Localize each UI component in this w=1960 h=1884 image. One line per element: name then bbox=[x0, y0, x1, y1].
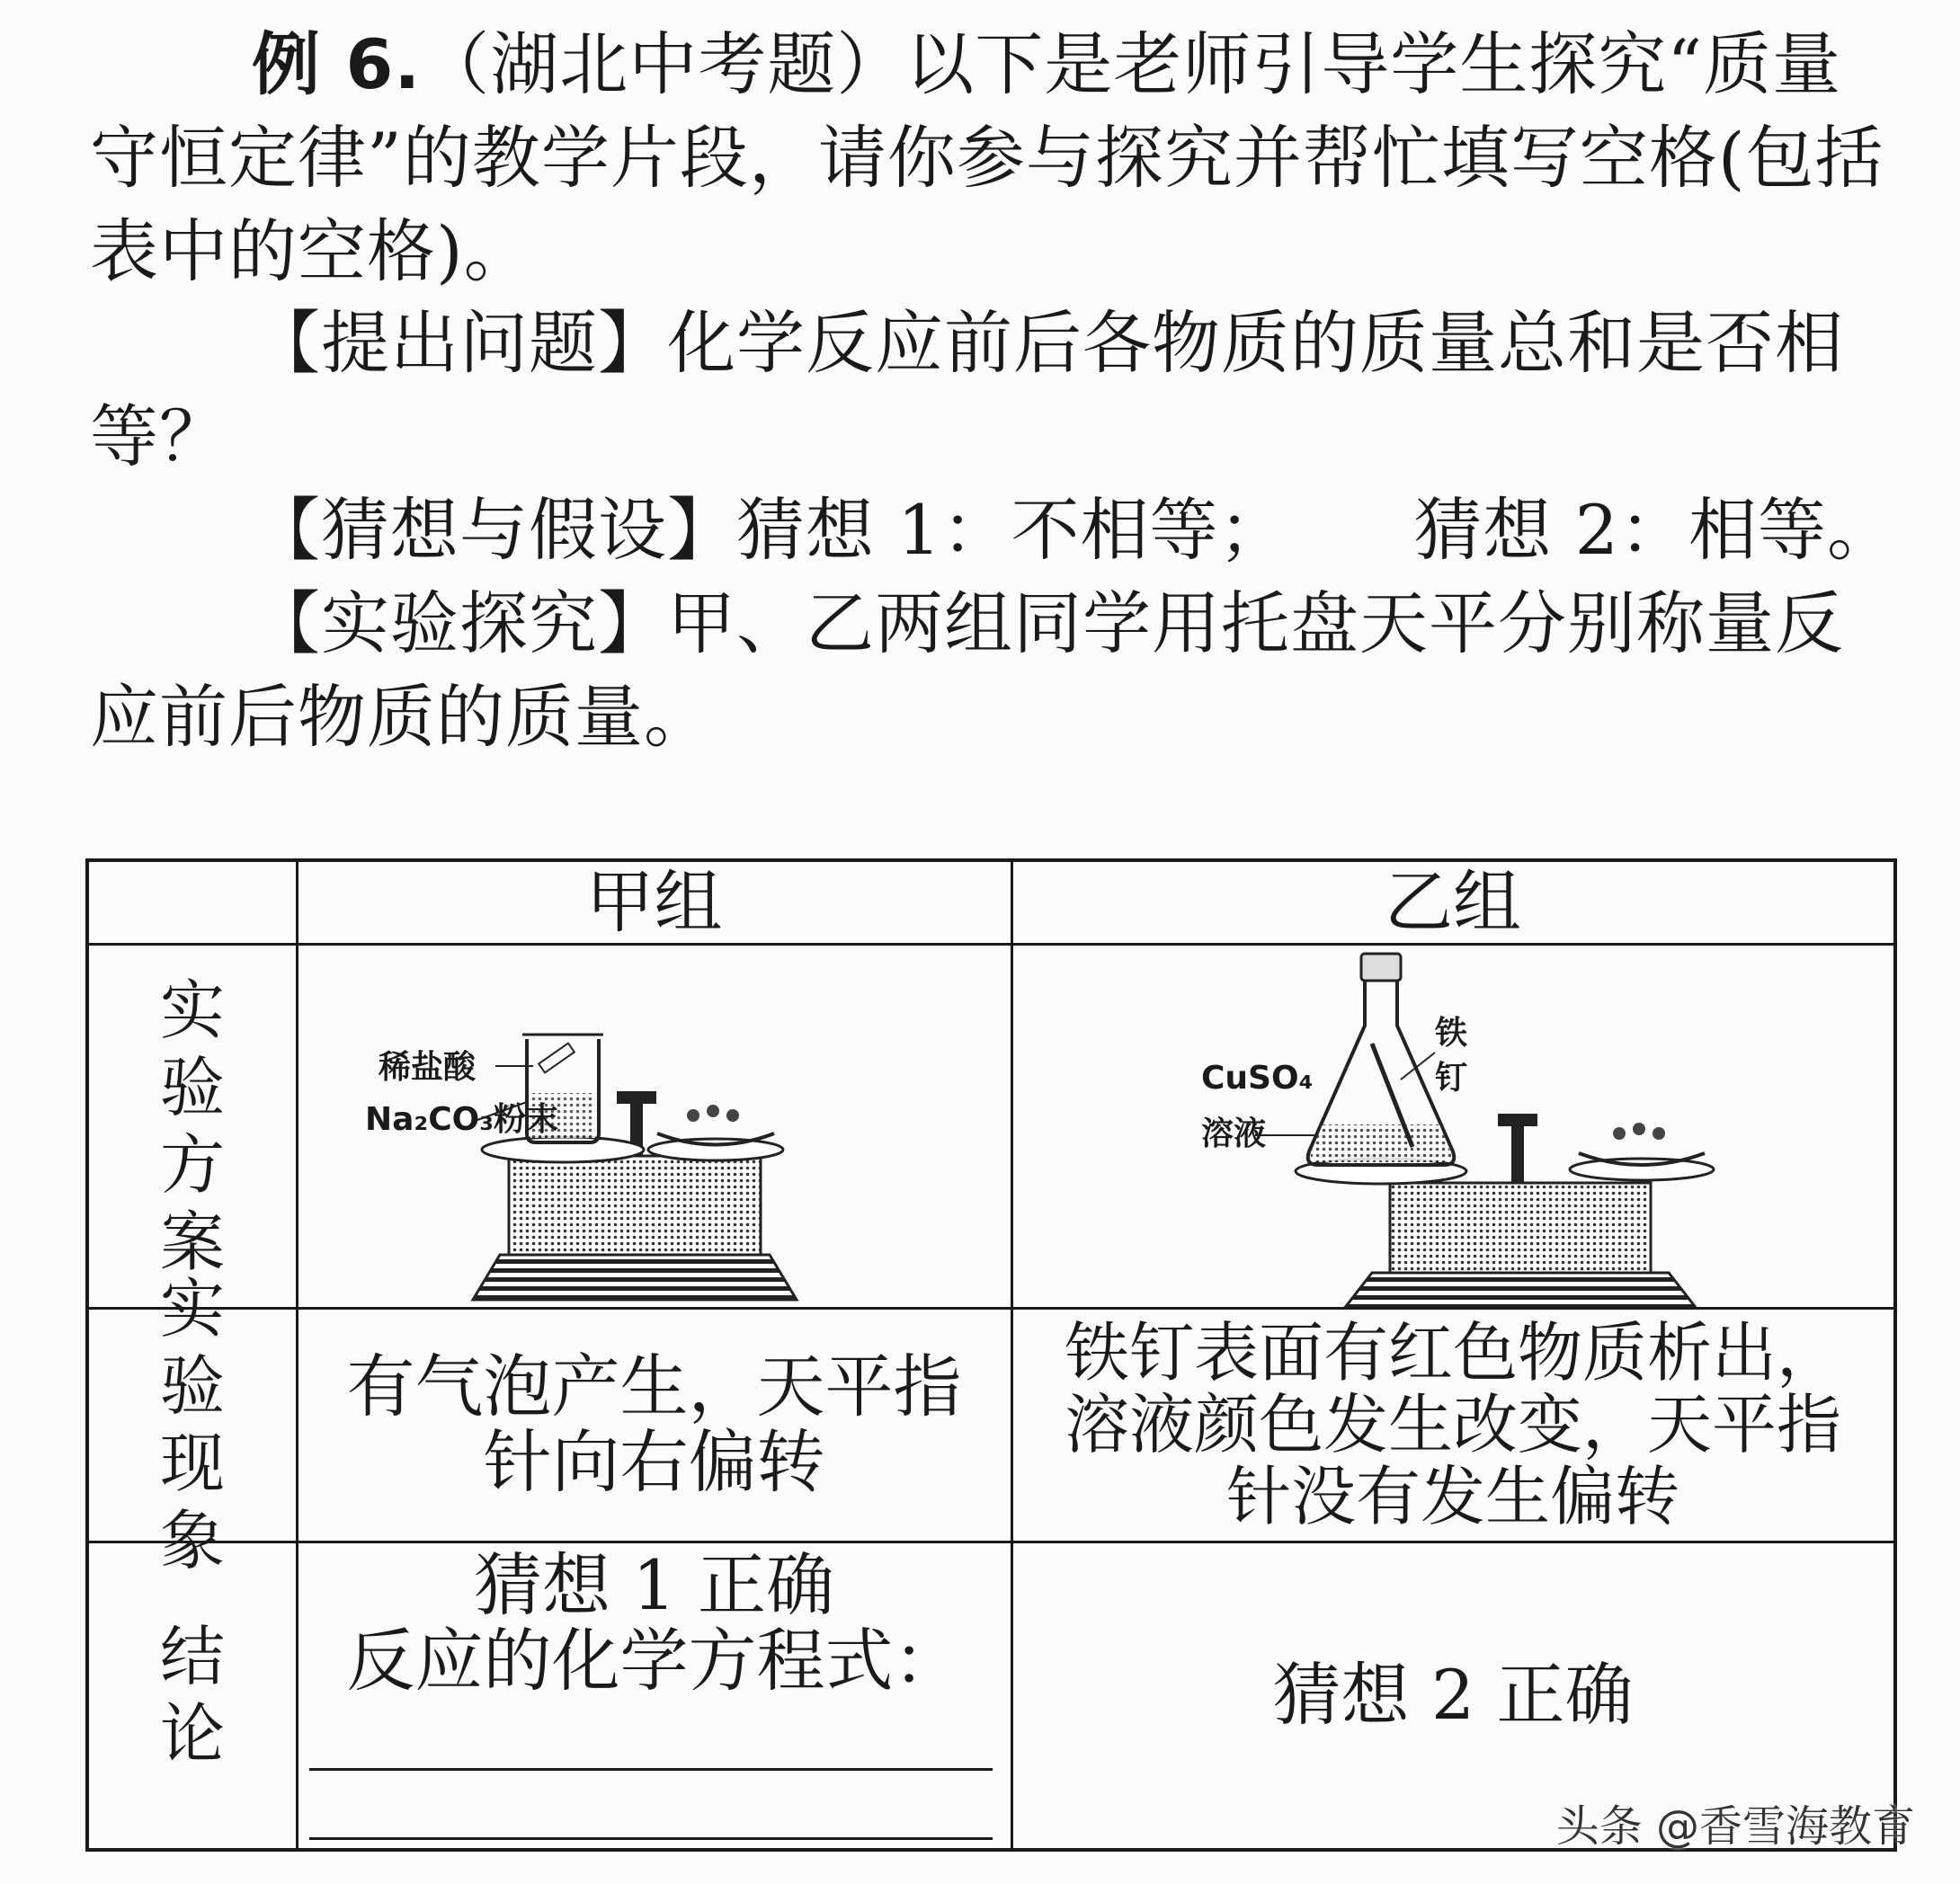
left-pan bbox=[1296, 1159, 1466, 1184]
experiment-text: 甲、乙两组同学用托盘天平分别称量反应前后物质的质量。 bbox=[90, 583, 1844, 757]
balance-body bbox=[1390, 1183, 1651, 1273]
weight-icon bbox=[726, 1109, 739, 1122]
row-header-conclusion-line: 结论 bbox=[159, 1619, 225, 1772]
weight-icon bbox=[1633, 1123, 1645, 1135]
col-header-yi: 乙组 bbox=[1385, 862, 1521, 942]
balance-pointer bbox=[1511, 1124, 1524, 1183]
weight-icon bbox=[1613, 1127, 1626, 1140]
right-pan bbox=[1570, 1159, 1714, 1180]
flask-stopper bbox=[1361, 954, 1401, 981]
balance-base bbox=[473, 1255, 797, 1300]
jia-phenomenon-line: 有气泡产生，天平指 bbox=[346, 1346, 962, 1426]
row-header-conclusion bbox=[129, 1542, 255, 1848]
hypothesis-1: 猜想 1：不相等； bbox=[736, 490, 1288, 570]
row-header-plan bbox=[129, 945, 255, 1307]
problem-text: 化学反应前后各物质的质量总和是否相等？ bbox=[90, 303, 1844, 476]
row-header-phenomenon bbox=[129, 1271, 255, 1578]
yi-phenomenon bbox=[1012, 1309, 1893, 1541]
experiment-paragraph bbox=[90, 577, 1897, 764]
jia-conclusion bbox=[298, 1547, 1011, 1700]
row-header-phenomenon-line: 现象 bbox=[159, 1426, 225, 1578]
solution-label: 溶液 bbox=[1201, 1115, 1267, 1152]
problem-tag: 【提出问题】 bbox=[252, 303, 667, 383]
balance-base bbox=[1341, 1273, 1700, 1307]
weight-icon bbox=[687, 1109, 699, 1122]
experiment-tag: 【实验探究】 bbox=[252, 583, 667, 663]
yi-apparatus-diagram bbox=[1012, 945, 1893, 1307]
row-header-plan-line: 方案 bbox=[159, 1126, 225, 1280]
row-header-phenomenon-line: 实验 bbox=[159, 1271, 225, 1424]
balance-body bbox=[509, 1156, 761, 1255]
balance-pointer-top bbox=[617, 1091, 656, 1104]
weight-icon bbox=[1653, 1127, 1665, 1140]
jia-conclusion-line: 反应的化学方程式： bbox=[346, 1621, 962, 1701]
col-header-jia: 甲组 bbox=[585, 862, 723, 942]
equation-blank-line bbox=[309, 1768, 993, 1771]
dilute-hcl-label: 稀盐酸 bbox=[379, 1049, 477, 1086]
nail-label: 钉 bbox=[1435, 1060, 1468, 1097]
jia-apparatus-diagram bbox=[298, 945, 1011, 1307]
row-header-plan-line: 实验 bbox=[159, 972, 225, 1125]
weight-icon bbox=[707, 1105, 719, 1117]
iron-label: 铁 bbox=[1435, 1015, 1468, 1052]
jia-conclusion-line: 猜想 1 正确 bbox=[474, 1545, 834, 1625]
yi-phenomenon-line: 针没有发生偏转 bbox=[1225, 1459, 1679, 1534]
experiment-table bbox=[85, 858, 1897, 1852]
jia-phenomenon bbox=[298, 1309, 1011, 1541]
hypothesis-paragraph bbox=[90, 484, 1897, 577]
sodium-carbonate-label: Na₂CO₃粉末 bbox=[365, 1101, 558, 1138]
problem-paragraph bbox=[90, 297, 1897, 484]
hypothesis-tag: 【猜想与假设】 bbox=[252, 490, 736, 570]
watermark: 头条 @香雪海教育 bbox=[1555, 1801, 1915, 1852]
equation-blank-line bbox=[309, 1837, 993, 1840]
yi-phenomenon-line: 铁钉表面有红色物质析出， bbox=[1064, 1315, 1841, 1391]
right-pan bbox=[648, 1139, 783, 1160]
hypothesis-2: 猜想 2：相等。 bbox=[1413, 490, 1897, 570]
yi-phenomenon-line: 溶液颜色发生改变，天平指 bbox=[1064, 1387, 1841, 1462]
question-number: 例 6. bbox=[252, 24, 422, 104]
cuso4-label: CuSO₄ bbox=[1201, 1060, 1314, 1097]
question-intro bbox=[90, 18, 1897, 298]
balance-pointer-top bbox=[1498, 1114, 1537, 1126]
yi-conclusion: 猜想 2 正确 bbox=[1272, 1655, 1634, 1735]
question-intro-text: （湖北中考题）以下是老师引导学生探究“质量守恒定律”的教学片段，请你参与探究并帮忙填写空格(包括表中的空格)。 bbox=[90, 24, 1884, 291]
jia-phenomenon-line: 针向右偏转 bbox=[483, 1422, 825, 1502]
